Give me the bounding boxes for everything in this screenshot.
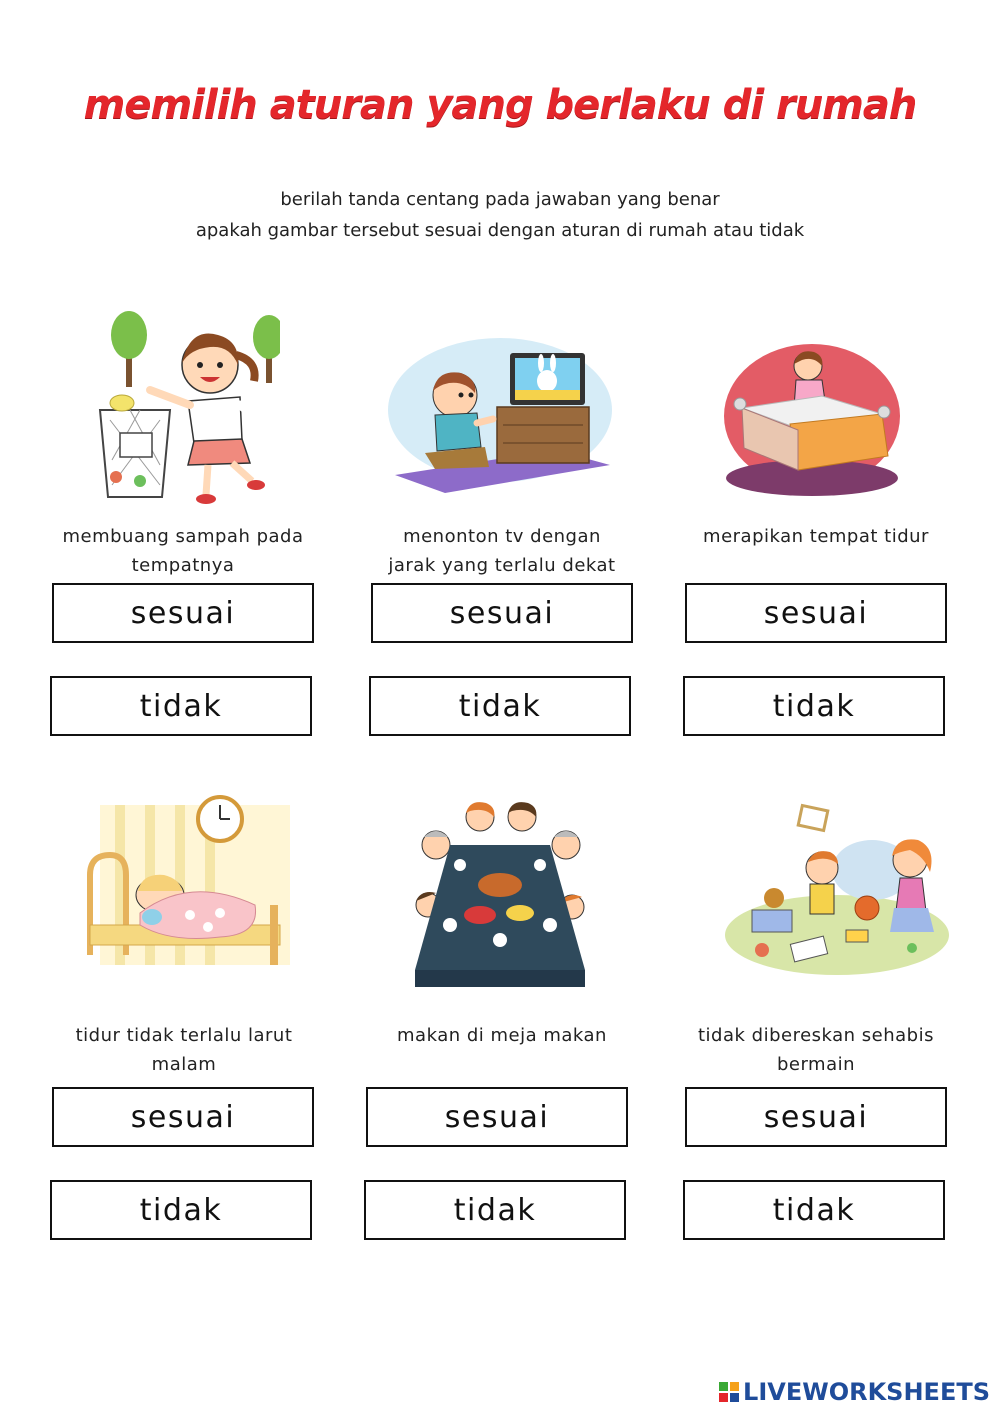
sesuai-button[interactable]: sesuai: [366, 1087, 628, 1147]
girl-throwing-trash-icon: [90, 305, 280, 505]
caption-line-1: membuang sampah pada: [62, 526, 304, 547]
boy-watching-tv-icon: [385, 335, 615, 495]
logo-blocks-icon: [719, 1382, 739, 1402]
caption-line-2: tempatnya: [131, 555, 235, 576]
caption-line-1: merapikan tempat tidur: [703, 526, 929, 547]
tidak-button[interactable]: tidak: [50, 1180, 312, 1240]
caption-line-2: bermain: [776, 1054, 856, 1075]
caption-sleep: [34, 1021, 334, 1079]
logo-block: [719, 1393, 728, 1402]
logo-block: [730, 1382, 739, 1391]
messy-room-toys-icon: [722, 800, 957, 980]
caption-line-2: malam: [151, 1054, 217, 1075]
caption-trash: [33, 522, 333, 580]
tidak-button[interactable]: tidak: [50, 676, 312, 736]
tidak-button[interactable]: tidak: [369, 676, 631, 736]
instruction-line-1: berilah tanda centang pada jawaban yang benar: [280, 189, 720, 210]
caption-line-2: jarak yang terlalu dekat: [388, 555, 616, 576]
page-title: memilih aturan yang berlaku di rumah: [83, 82, 917, 128]
tidak-button[interactable]: tidak: [683, 676, 945, 736]
family-dinner-table-icon: [400, 795, 600, 990]
sesuai-button[interactable]: sesuai: [685, 1087, 947, 1147]
sesuai-button[interactable]: sesuai: [52, 583, 314, 643]
sesuai-button[interactable]: sesuai: [52, 1087, 314, 1147]
caption-dinner: [352, 1021, 652, 1050]
girl-making-bed-icon: [722, 338, 902, 498]
caption-line-1: makan di meja makan: [397, 1025, 607, 1046]
caption-line-1: tidak dibereskan sehabis: [697, 1025, 934, 1046]
logo-block: [719, 1382, 728, 1391]
caption-bed: [666, 522, 966, 551]
tidak-button[interactable]: tidak: [364, 1180, 626, 1240]
sesuai-button[interactable]: sesuai: [371, 583, 633, 643]
tidak-button[interactable]: tidak: [683, 1180, 945, 1240]
logo-block: [730, 1393, 739, 1402]
caption-line-1: menonton tv dengan: [403, 526, 601, 547]
caption-messy: [666, 1021, 966, 1079]
sesuai-button[interactable]: sesuai: [685, 583, 947, 643]
child-sleeping-clock-icon: [80, 795, 290, 985]
logo-text: LIVEWORKSHEETS: [743, 1378, 990, 1406]
caption-line-1: tidur tidak terlalu larut: [75, 1025, 293, 1046]
liveworksheets-logo[interactable]: [719, 1378, 990, 1406]
caption-tv: [352, 522, 652, 580]
instruction-line-2: apakah gambar tersebut sesuai dengan aturan di rumah atau tidak: [195, 220, 805, 241]
